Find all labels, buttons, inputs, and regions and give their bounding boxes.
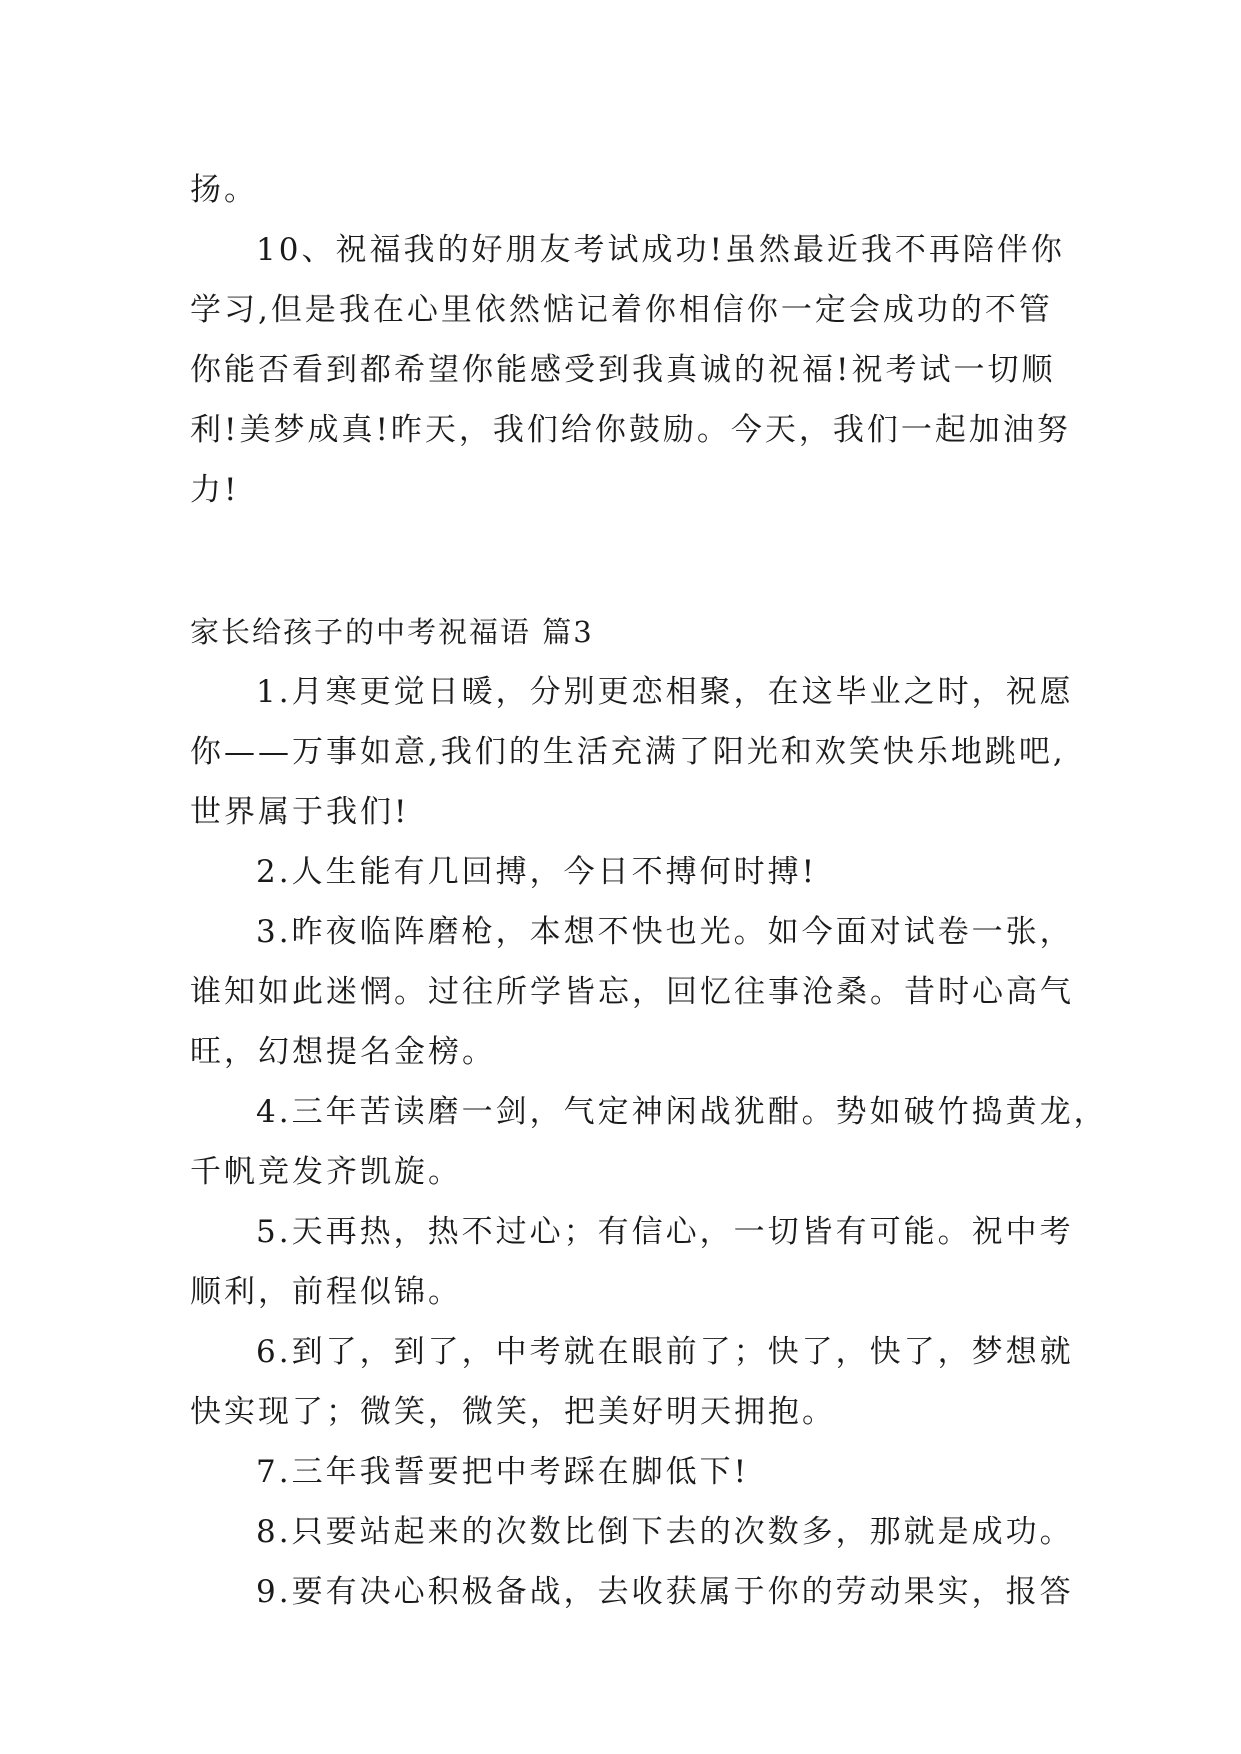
paragraph-line: 10、祝福我的好朋友考试成功!虽然最近我不再陪伴你: [256, 232, 1065, 268]
paragraph-line: 你——万事如意,我们的生活充满了阳光和欢笑快乐地跳吧,: [190, 734, 1066, 770]
section-heading: 家长给孩子的中考祝福语 篇3: [190, 615, 594, 649]
paragraph-line: 旺，幻想提名金榜。: [190, 1034, 496, 1070]
paragraph-line: 3.昨夜临阵磨枪，本想不快也光。如今面对试卷一张，: [256, 914, 1074, 950]
paragraph-line: 学习,但是我在心里依然惦记着你相信你一定会成功的不管: [190, 292, 1053, 328]
paragraph-line: 快实现了；微笑，微笑，把美好明天拥抱。: [190, 1394, 836, 1430]
paragraph-line: 7.三年我誓要把中考踩在脚低下!: [256, 1454, 750, 1490]
paragraph-line: 力!: [190, 472, 240, 508]
section-gap: [190, 520, 1060, 602]
paragraph-line: 1.月寒更觉日暖，分别更恋相聚，在这毕业之时，祝愿: [256, 674, 1074, 710]
paragraph-line: 世界属于我们!: [190, 794, 410, 830]
paragraph-line: 4.三年苦读磨一剑，气定神闲战犹酣。势如破竹捣黄龙，: [256, 1094, 1108, 1130]
document-page: [190, 160, 1108, 1622]
paragraph-line: 千帆竞发齐凯旋。: [190, 1154, 462, 1190]
paragraph-line: 8.只要站起来的次数比倒下去的次数多，那就是成功。: [256, 1514, 1074, 1550]
paragraph-line: 9.要有决心积极备战，去收获属于你的劳动果实，报答: [256, 1574, 1074, 1610]
paragraph-line: 你能否看到都希望你能感受到我真诚的祝福!祝考试一切顺: [190, 352, 1056, 388]
paragraph-line: 扬。: [190, 172, 258, 208]
paragraph-line: 利!美梦成真!昨天，我们给你鼓励。今天，我们一起加油努: [190, 412, 1071, 448]
paragraph-line: 顺利，前程似锦。: [190, 1274, 462, 1310]
paragraph-line: 谁知如此迷惘。过往所学皆忘，回忆往事沧桑。昔时心高气: [190, 974, 1074, 1010]
paragraph-line: 2.人生能有几回搏，今日不搏何时搏!: [256, 854, 818, 890]
paragraph-line: 6.到了，到了，中考就在眼前了；快了，快了，梦想就: [256, 1334, 1074, 1370]
paragraph-line: 5.天再热，热不过心；有信心，一切皆有可能。祝中考: [256, 1214, 1074, 1250]
